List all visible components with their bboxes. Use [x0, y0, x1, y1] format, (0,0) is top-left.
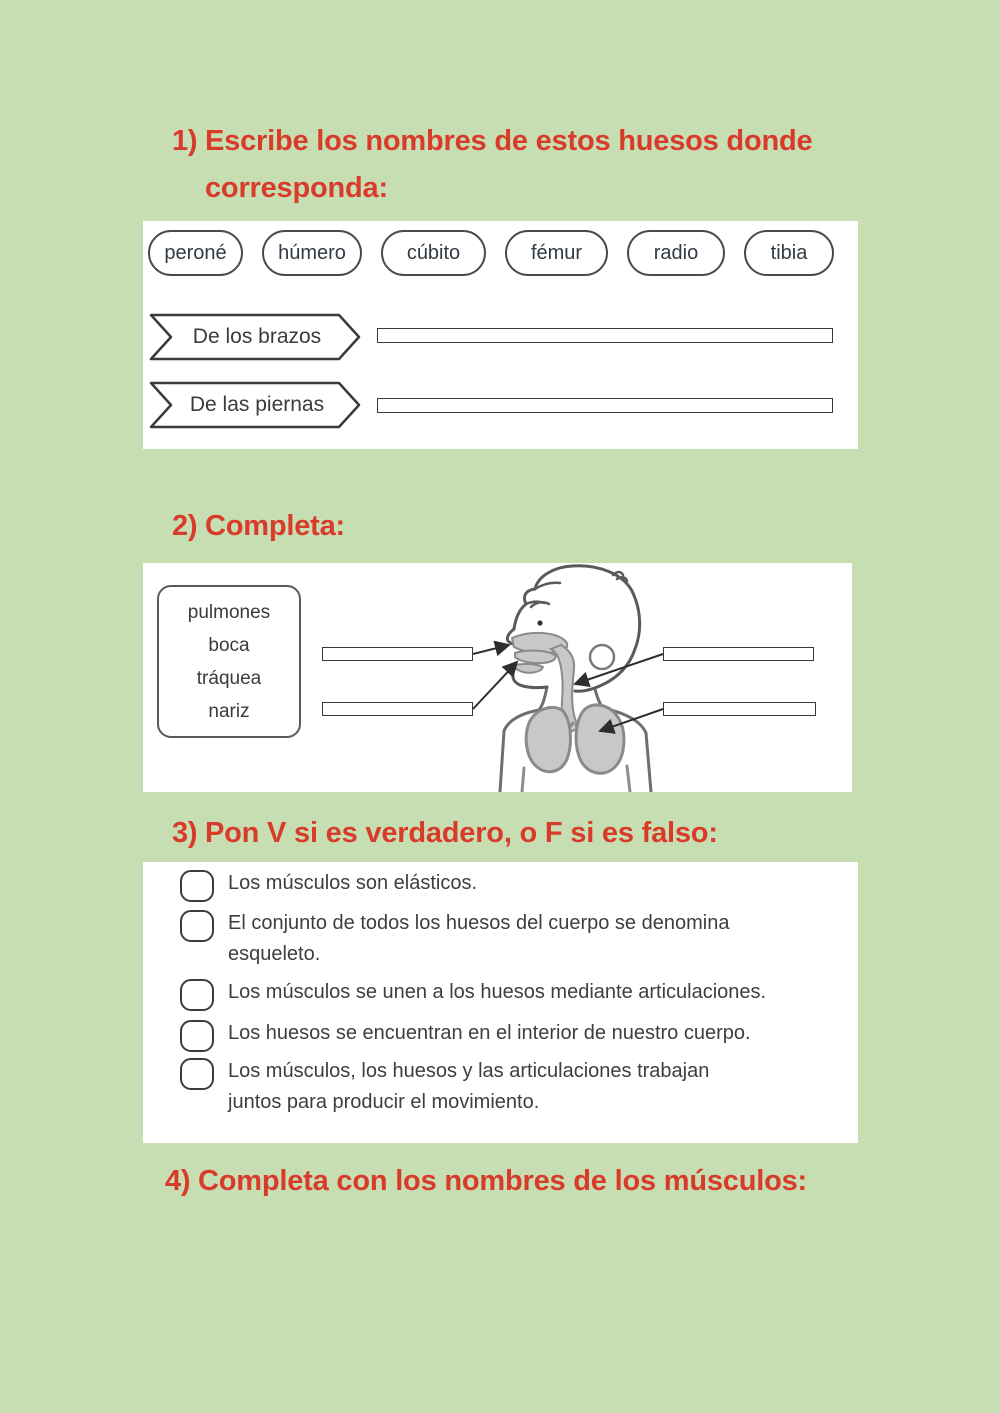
tf-checkbox-4[interactable]	[180, 1020, 214, 1052]
answer-blank-brazos[interactable]	[377, 328, 833, 343]
tf-checkbox-1[interactable]	[180, 870, 214, 902]
bone-pill-humero: húmero	[262, 230, 362, 276]
question-1-panel	[143, 221, 858, 449]
question-2-heading	[172, 503, 345, 550]
tf-row	[143, 868, 858, 902]
tf-statement-5: Los músculos, los huesos y las articulaciones trabajan juntos para producir el movimiento.	[228, 1060, 710, 1113]
tf-checkbox-5[interactable]	[180, 1058, 214, 1090]
question-3-number: 3)	[172, 817, 198, 849]
bone-pill-cubito: cúbito	[381, 230, 486, 276]
bone-pill-femur: fémur	[505, 230, 608, 276]
category-banner-brazos	[149, 313, 361, 361]
question-2-panel	[143, 563, 852, 792]
question-3-heading	[172, 810, 718, 857]
bone-pill-radio: radio	[627, 230, 725, 276]
bone-word-bank	[148, 230, 834, 276]
question-2-number: 2)	[172, 510, 198, 542]
bone-pill-tibia: tibia	[744, 230, 834, 276]
pointer-line-nariz	[473, 645, 509, 654]
question-2-title: Completa:	[205, 510, 345, 542]
word-nariz: nariz	[208, 700, 250, 722]
bone-pill-perone: peroné	[148, 230, 243, 276]
tf-row	[143, 1056, 858, 1118]
tf-statement-2: El conjunto de todos los huesos del cuerpo se denomina esqueleto.	[228, 912, 730, 965]
question-1-number: 1)	[172, 125, 198, 157]
answer-blank-pulmones[interactable]	[663, 702, 816, 716]
question-4-title: Completa con los nombres de los músculos:	[198, 1165, 807, 1197]
tf-statement-3: Los músculos se unen a los huesos mediante articulaciones.	[228, 981, 767, 1003]
tf-row	[143, 1018, 858, 1052]
question-1-title: Escribe los nombres de estos huesos donde corresponda:	[205, 125, 813, 204]
category-label-brazos: De los brazos	[192, 325, 322, 348]
category-label-piernas: De las piernas	[189, 393, 325, 416]
pointer-line-boca	[473, 662, 517, 709]
answer-blank-traquea[interactable]	[663, 647, 814, 661]
word-boca: boca	[208, 634, 250, 656]
tf-statement-4: Los huesos se encuentran en el interior de nuestro cuerpo.	[228, 1022, 751, 1044]
answer-blank-piernas[interactable]	[377, 398, 833, 413]
tf-row	[143, 977, 858, 1011]
answer-blank-boca[interactable]	[322, 702, 473, 716]
category-banner-piernas	[149, 381, 361, 429]
tf-row	[143, 908, 858, 970]
question-3-panel	[143, 862, 858, 1143]
question-3-title: Pon V si es verdadero, o F si es falso:	[205, 817, 718, 849]
question-4-number: 4)	[165, 1165, 191, 1197]
word-traquea: tráquea	[196, 667, 262, 689]
question-4-heading	[165, 1158, 807, 1205]
tf-checkbox-2[interactable]	[180, 910, 214, 942]
tf-checkbox-3[interactable]	[180, 979, 214, 1011]
question-1-heading	[172, 118, 812, 212]
tf-statement-1: Los músculos son elásticos.	[228, 872, 478, 894]
respiratory-word-bank	[157, 585, 301, 738]
answer-blank-nariz[interactable]	[322, 647, 473, 661]
word-pulmones: pulmones	[187, 601, 271, 623]
